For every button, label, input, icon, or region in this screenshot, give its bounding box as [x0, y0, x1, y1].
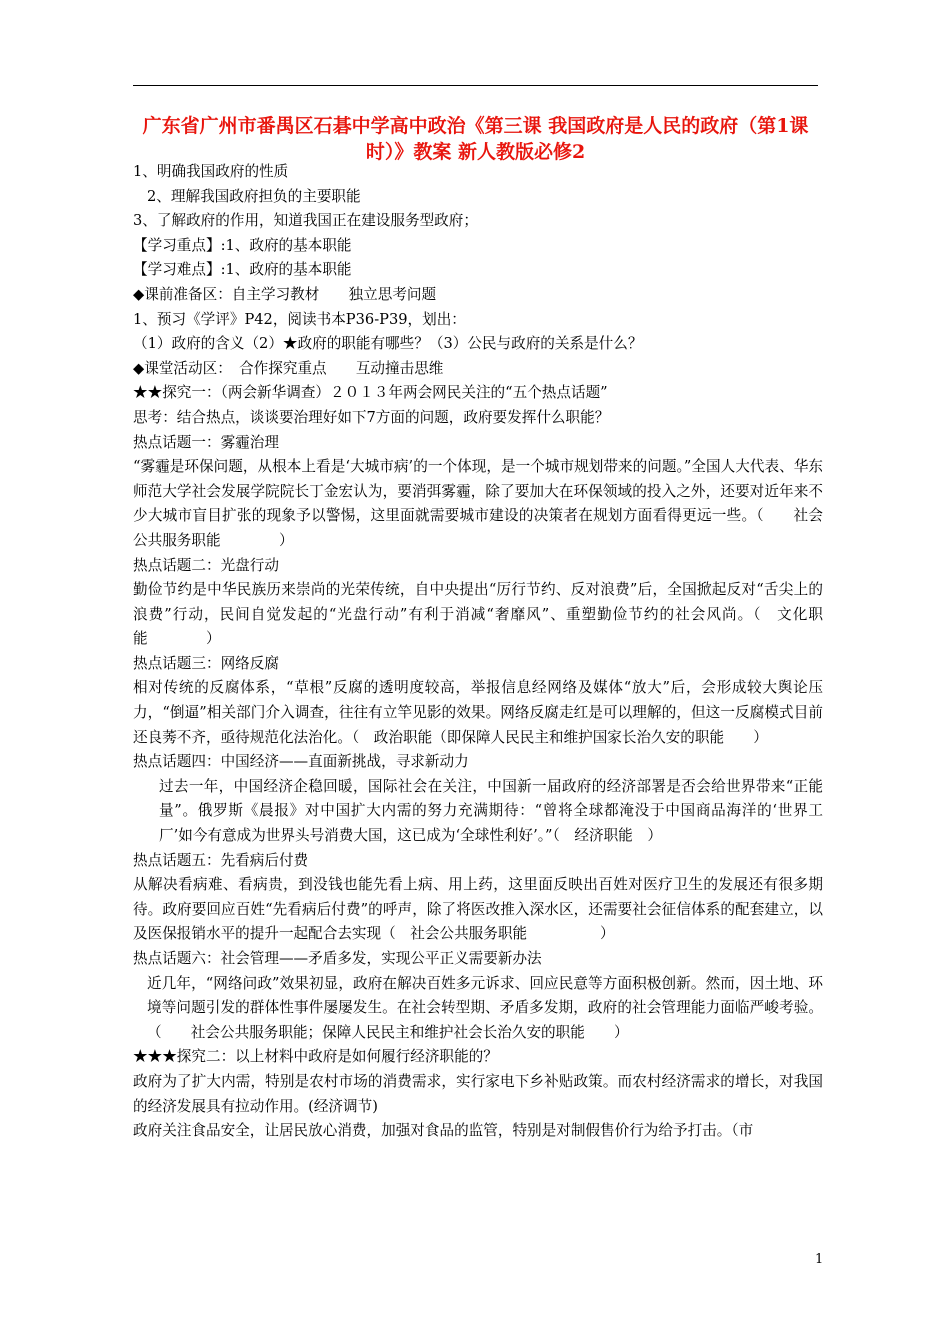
- topic-3-paragraph: 相对传统的反腐体系，“草根”反腐的透明度较高，举报信息经网络及媒体“放大”后，会形成较大舆论压力，“倒逼”相关部门介入调查，往往有立竿见影的效果。网络反腐走红是可以理解的，但这一反腐模式目前还良莠不齐，亟待规范化法治化。（ 政治职能（即保障人民民主和维护国家长治久安的职能 ）: [133, 679, 823, 746]
- topic-6-paragraph: 近几年，“网络问政”效果初显，政府在解决百姓多元诉求、回应民意等方面积极创新。然而，因土地、环境等问题引发的群体性事件屡屡发生。在社会转型期、矛盾多发期，政府的社会管理能力面临严峻考验。（ 社会公共服务职能；保障人民民主和维护社会长治久安的职能 ）: [147, 974, 823, 1041]
- topic-3-heading: 热点话题三：网络反腐: [133, 654, 279, 672]
- objective-1: 1、明确我国政府的性质: [133, 163, 289, 180]
- document-title: 广东省广州市番禺区石碁中学高中政治《第三课 我国政府是人民的政府（第1课时）》教案 新人教版必修2: [142, 115, 809, 163]
- topic-4-heading: 热点话题四：中国经济——直面新挑战，寻求新动力: [133, 753, 469, 771]
- topic-5-heading: 热点话题五：先看病后付费: [133, 851, 309, 869]
- topic-5-paragraph: 从解决看病难、看病贵，到没钱也能先看上病、用上药，这里面反映出百姓对医疗卫生的发展还有很多期待。政府要回应百姓“先看病后付费”的呼声，除了将医改推入深水区，还需要社会征信体系的配套建立，以及医保报销水平的提升一起配合去实现（ 社会公共服务职能 ）: [133, 876, 823, 943]
- inquiry-two-paragraph-2: 政府关注食品安全，让居民放心消费，加强对食品的监管，特别是对制假售价行为给予打击。（市: [133, 1122, 754, 1140]
- topic-1-heading: 热点话题一：雾霾治理: [133, 433, 279, 451]
- objective-2: 2、理解我国政府担负的主要职能: [147, 187, 361, 205]
- preview-questions: （1）政府的含义（2）★政府的职能有哪些？（3）公民与政府的关系是什么？: [133, 335, 643, 353]
- key-point: 【学习重点】:1、政府的基本职能: [133, 236, 352, 254]
- topic-6-heading: 热点话题六：社会管理——矛盾多发，实现公平正义需要新办法: [133, 950, 542, 967]
- preview-task: 1、预习《学评》P42，阅读书本P36-P39，划出：: [133, 310, 466, 328]
- topic-1-paragraph: “雾霾是环保问题，从根本上看是‘大城市病’的一个体现，是一个城市规划带来的问题。”全国人大代表、华东师范大学社会发展学院院长丁金宏认为，要消弭雾霾，除了要加大在环保领域的投入之外，还要对近年来不少大城市盲目扩张的现象予以警惕，这里面就需要城市建设的决策者在规划方面看得更远一些。（ 社会公共服务职能 ）: [133, 458, 823, 549]
- header-rule: [133, 85, 818, 86]
- page-number: 1: [815, 1252, 824, 1267]
- inquiry-two-heading: ★★★探究二：以上材料中政府是如何履行经济职能的？: [133, 1048, 498, 1066]
- objective-3: 3、了解政府的作用，知道我国正在建设服务型政府；: [133, 212, 478, 230]
- difficult-point: 【学习难点】:1、政府的基本职能: [133, 261, 352, 279]
- inquiry-two-paragraph-1: 政府为了扩大内需，特别是农村市场的消费需求，实行家电下乡补贴政策。而农村经济需求的增长，对我国的经济发展具有拉动作用。(经济调节): [133, 1072, 823, 1115]
- class-activity-heading: ◆课堂活动区： 合作探究重点 互动撞击思维: [133, 359, 444, 377]
- topic-4-paragraph: 过去一年，中国经济企稳回暖，国际社会在关注，中国新一届政府的经济部署是否会给世界带来“正能量”。俄罗斯《晨报》对中国扩大内需的努力充满期待：“曾将全球都淹没于中国商品海洋的‘世界工厂’如今有意成为世界头号消费大国，这已成为‘全球性利好’。”（ 经济职能 ）: [159, 777, 823, 845]
- document-body: [133, 160, 823, 1144]
- inquiry-one-question: 思考：结合热点，谈谈要治理好如下7方面的问题，政府要发挥什么职能？: [133, 408, 610, 426]
- inquiry-one-heading: ★★探究一：（两会新华调查）２０１３年两会网民关注的“五个热点话题”: [133, 384, 608, 402]
- preclass-heading: ◆课前准备区：自主学习教材 独立思考问题: [133, 285, 437, 303]
- topic-2-paragraph: 勤俭节约是中华民族历来崇尚的光荣传统，自中央提出“厉行节约、反对浪费”后，全国掀起反对“舌尖上的浪费”行动，民间自觉发起的“光盘行动”有利于消减“奢靡风”、重塑勤俭节约的社会风尚。（ 文化职能 ）: [133, 581, 823, 648]
- topic-2-heading: 热点话题二：光盘行动: [133, 556, 279, 574]
